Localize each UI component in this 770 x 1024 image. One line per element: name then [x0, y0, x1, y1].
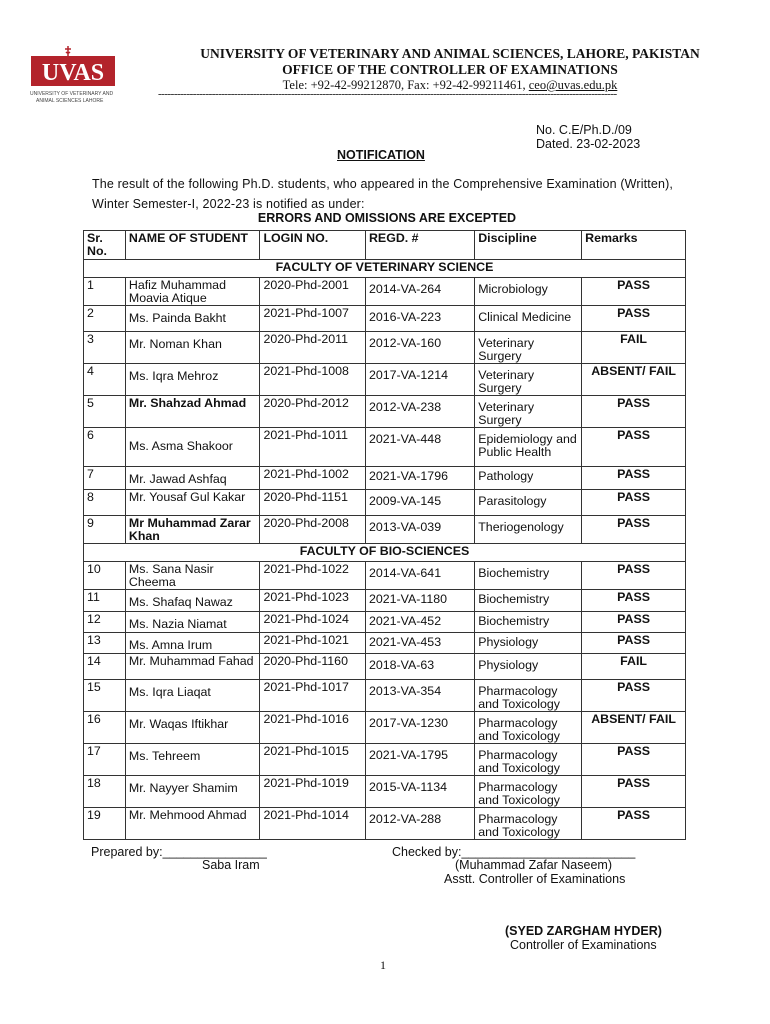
cell-regd: 2017-VA-1214 — [365, 364, 474, 396]
cell-regd: 2021-VA-1180 — [365, 590, 474, 612]
cell-sr: 2 — [84, 306, 126, 332]
table-row — [84, 776, 686, 808]
cell-regd: 2021-VA-1796 — [365, 467, 474, 490]
cell-sr: 10 — [84, 562, 126, 590]
cell-regd: 2012-VA-160 — [365, 332, 474, 364]
cell-discipline: Pathology — [475, 467, 582, 490]
cell-regd: 2018-VA-63 — [365, 654, 474, 680]
cell-regd: 2021-VA-452 — [365, 612, 474, 633]
cell-remarks: PASS — [582, 808, 686, 840]
results-table — [83, 230, 686, 840]
cell-login: 2021-Phd-1017 — [260, 680, 366, 712]
table-row — [84, 654, 686, 680]
cell-name: Ms. Tehreem — [125, 744, 260, 776]
table-row — [84, 306, 686, 332]
cell-discipline: Pharmacology and Toxicology — [475, 712, 582, 744]
cell-sr: 16 — [84, 712, 126, 744]
prepared-by-label: Prepared by:_______________ — [91, 845, 267, 859]
cell-regd: 2021-VA-453 — [365, 633, 474, 654]
errors-note: ERRORS AND OMISSIONS ARE EXCEPTED — [257, 211, 517, 225]
reference-date: Dated. 23-02-2023 — [536, 137, 641, 151]
office-name: OFFICE OF THE CONTROLLER OF EXAMINATIONS — [282, 62, 618, 77]
cell-remarks: ABSENT/ FAIL — [582, 712, 686, 744]
cell-discipline: Pharmacology and Toxicology — [475, 744, 582, 776]
uvas-logo — [28, 44, 118, 110]
cell-discipline: Veterinary Surgery — [475, 332, 582, 364]
cell-regd: 2013-VA-354 — [365, 680, 474, 712]
cell-sr: 14 — [84, 654, 126, 680]
cell-remarks: PASS — [582, 396, 686, 428]
table-row — [84, 428, 686, 467]
table-row — [84, 364, 686, 396]
cell-discipline: Epidemiology and Public Health — [475, 428, 582, 467]
checked-by-label: Checked by:_________________________ — [392, 845, 636, 859]
cell-remarks: FAIL — [582, 332, 686, 364]
cell-login: 2021-Phd-1024 — [260, 612, 366, 633]
cell-name: Mr. Nayyer Shamim — [125, 776, 260, 808]
checked-by-title: Asstt. Controller of Examinations — [444, 872, 626, 886]
cell-discipline: Biochemistry — [475, 562, 582, 590]
cell-discipline: Parasitology — [475, 490, 582, 516]
cell-sr: 8 — [84, 490, 126, 516]
cell-discipline: Pharmacology and Toxicology — [475, 808, 582, 840]
cell-regd: 2016-VA-223 — [365, 306, 474, 332]
cell-regd: 2013-VA-039 — [365, 516, 474, 544]
cell-sr: 6 — [84, 428, 126, 467]
cell-remarks: PASS — [582, 744, 686, 776]
cell-name: Ms. Shafaq Nawaz — [125, 590, 260, 612]
cell-login: 2020-Phd-2001 — [260, 278, 366, 306]
prepared-by-name: Saba Iram — [202, 858, 260, 872]
header-login: LOGIN NO. — [260, 231, 366, 260]
cell-name: Mr. Shahzad Ahmad — [125, 396, 260, 428]
cell-sr: 4 — [84, 364, 126, 396]
cell-discipline: Theriogenology — [475, 516, 582, 544]
cell-name: Ms. Iqra Mehroz — [125, 364, 260, 396]
controller-title: Controller of Examinations — [510, 938, 657, 952]
university-name: UNIVERSITY OF VETERINARY AND ANIMAL SCIENCES, LAHORE, PAKISTAN — [200, 46, 700, 61]
cell-sr: 11 — [84, 590, 126, 612]
table-row — [84, 516, 686, 544]
cell-discipline: Physiology — [475, 633, 582, 654]
cell-name: Ms. Painda Bakht — [125, 306, 260, 332]
cell-discipline: Physiology — [475, 654, 582, 680]
header-remarks: Remarks — [582, 231, 686, 260]
cell-discipline: Veterinary Surgery — [475, 396, 582, 428]
cell-regd: 2014-VA-641 — [365, 562, 474, 590]
cell-login: 2021-Phd-1015 — [260, 744, 366, 776]
cell-sr: 5 — [84, 396, 126, 428]
table-row — [84, 612, 686, 633]
contact-phones: Tele: +92-42-99212870, Fax: +92-42-99211461, — [282, 78, 529, 92]
cell-regd: 2017-VA-1230 — [365, 712, 474, 744]
table-row — [84, 590, 686, 612]
cell-name: Mr. Yousaf Gul Kakar — [125, 490, 260, 516]
cell-name: Mr. Jawad Ashfaq — [125, 467, 260, 490]
table-row — [84, 467, 686, 490]
cell-login: 2021-Phd-1008 — [260, 364, 366, 396]
table-row — [84, 680, 686, 712]
cell-regd: 2009-VA-145 — [365, 490, 474, 516]
faculty-heading: FACULTY OF BIO-SCIENCES — [84, 544, 686, 562]
intro-paragraph: The result of the following Ph.D. students, who appeared in the Comprehensive Examination (Written), Winter Semester-I, 2022-23 is notified as under: — [92, 177, 674, 211]
reference-block — [536, 123, 640, 151]
svg-text:UNIVERSITY OF VETERINARY AND: UNIVERSITY OF VETERINARY AND — [30, 91, 114, 97]
cell-discipline: Pharmacology and Toxicology — [475, 776, 582, 808]
cell-remarks: PASS — [582, 680, 686, 712]
table-row — [84, 744, 686, 776]
cell-remarks: PASS — [582, 428, 686, 467]
cell-regd: 2021-VA-448 — [365, 428, 474, 467]
cell-name: Ms. Asma Shakoor — [125, 428, 260, 467]
cell-regd: 2012-VA-238 — [365, 396, 474, 428]
table-body — [84, 260, 686, 840]
cell-name: Mr. Mehmood Ahmad — [125, 808, 260, 840]
table-row — [84, 562, 686, 590]
notification-title: NOTIFICATION — [337, 148, 425, 162]
cell-login: 2020-Phd-2011 — [260, 332, 366, 364]
cell-discipline: Microbiology — [475, 278, 582, 306]
cell-login: 2020-Phd-1160 — [260, 654, 366, 680]
cell-sr: 1 — [84, 278, 126, 306]
cell-sr: 13 — [84, 633, 126, 654]
cell-sr: 7 — [84, 467, 126, 490]
cell-name: Ms. Amna Irum — [125, 633, 260, 654]
cell-remarks: FAIL — [582, 654, 686, 680]
cell-login: 2020-Phd-2012 — [260, 396, 366, 428]
header-name: NAME OF STUDENT — [125, 231, 260, 260]
cell-name: Mr Muhammad Zarar Khan — [125, 516, 260, 544]
header-discipline: Discipline — [475, 231, 582, 260]
cell-remarks: ABSENT/ FAIL — [582, 364, 686, 396]
header-regd: REGD. # — [365, 231, 474, 260]
header-separator: ------------------------------------------------------------------------------------------------------------------------------------------------- — [158, 88, 617, 100]
cell-login: 2021-Phd-1011 — [260, 428, 366, 467]
cell-discipline: Clinical Medicine — [475, 306, 582, 332]
cell-discipline: Biochemistry — [475, 590, 582, 612]
cell-name: Mr. Muhammad Fahad — [125, 654, 260, 680]
cell-name: Mr. Waqas Iftikhar — [125, 712, 260, 744]
cell-login: 2021-Phd-1002 — [260, 467, 366, 490]
cell-regd: 2021-VA-1795 — [365, 744, 474, 776]
cell-sr: 15 — [84, 680, 126, 712]
svg-text:ANIMAL SCIENCES LAHORE: ANIMAL SCIENCES LAHORE — [36, 98, 104, 104]
cell-login: 2021-Phd-1019 — [260, 776, 366, 808]
table-row — [84, 332, 686, 364]
cell-remarks: PASS — [582, 633, 686, 654]
cell-sr: 17 — [84, 744, 126, 776]
cell-regd: 2015-VA-1134 — [365, 776, 474, 808]
cell-discipline: Pharmacology and Toxicology — [475, 680, 582, 712]
cell-remarks: PASS — [582, 776, 686, 808]
cell-sr: 3 — [84, 332, 126, 364]
table-row — [84, 633, 686, 654]
cell-remarks: PASS — [582, 278, 686, 306]
cell-remarks: PASS — [582, 516, 686, 544]
cell-sr: 9 — [84, 516, 126, 544]
reference-number: No. C.E/Ph.D./09 — [536, 123, 632, 137]
faculty-veterinary-row — [84, 260, 686, 278]
cell-remarks: PASS — [582, 590, 686, 612]
cell-name: Mr. Noman Khan — [125, 332, 260, 364]
cell-login: 2021-Phd-1014 — [260, 808, 366, 840]
cell-sr: 18 — [84, 776, 126, 808]
cell-sr: 19 — [84, 808, 126, 840]
cell-login: 2020-Phd-2008 — [260, 516, 366, 544]
cell-discipline: Biochemistry — [475, 612, 582, 633]
cell-remarks: PASS — [582, 306, 686, 332]
cell-login: 2021-Phd-1022 — [260, 562, 366, 590]
table-row — [84, 490, 686, 516]
table-row — [84, 712, 686, 744]
cell-login: 2020-Phd-1151 — [260, 490, 366, 516]
checked-by-name: (Muhammad Zafar Naseem) — [455, 858, 612, 872]
svg-text:UVAS: UVAS — [41, 60, 105, 86]
table-header-row — [84, 231, 686, 260]
faculty-heading: FACULTY OF VETERINARY SCIENCE — [84, 260, 686, 278]
cell-login: 2021-Phd-1016 — [260, 712, 366, 744]
cell-remarks: PASS — [582, 490, 686, 516]
cell-sr: 12 — [84, 612, 126, 633]
cell-remarks: PASS — [582, 612, 686, 633]
cell-regd: 2014-VA-264 — [365, 278, 474, 306]
header-sr: Sr. No. — [84, 231, 126, 260]
cell-remarks: PASS — [582, 467, 686, 490]
page-number: 1 — [380, 958, 386, 972]
faculty-biosciences-row — [84, 544, 686, 562]
email-link[interactable]: ceo@uvas.edu.pk — [528, 78, 618, 92]
table-row — [84, 808, 686, 840]
cell-login: 2021-Phd-1007 — [260, 306, 366, 332]
cell-name: Ms. Nazia Niamat — [125, 612, 260, 633]
table-row — [84, 396, 686, 428]
cell-regd: 2012-VA-288 — [365, 808, 474, 840]
cell-login: 2021-Phd-1021 — [260, 633, 366, 654]
cell-name: Hafiz Muhammad Moavia Atique — [125, 278, 260, 306]
cell-name: Ms. Iqra Liaqat — [125, 680, 260, 712]
cell-discipline: Veterinary Surgery — [475, 364, 582, 396]
table-row — [84, 278, 686, 306]
cell-remarks: PASS — [582, 562, 686, 590]
cell-login: 2021-Phd-1023 — [260, 590, 366, 612]
cell-name: Ms. Sana Nasir Cheema — [125, 562, 260, 590]
controller-name: (SYED ZARGHAM HYDER) — [505, 924, 662, 938]
